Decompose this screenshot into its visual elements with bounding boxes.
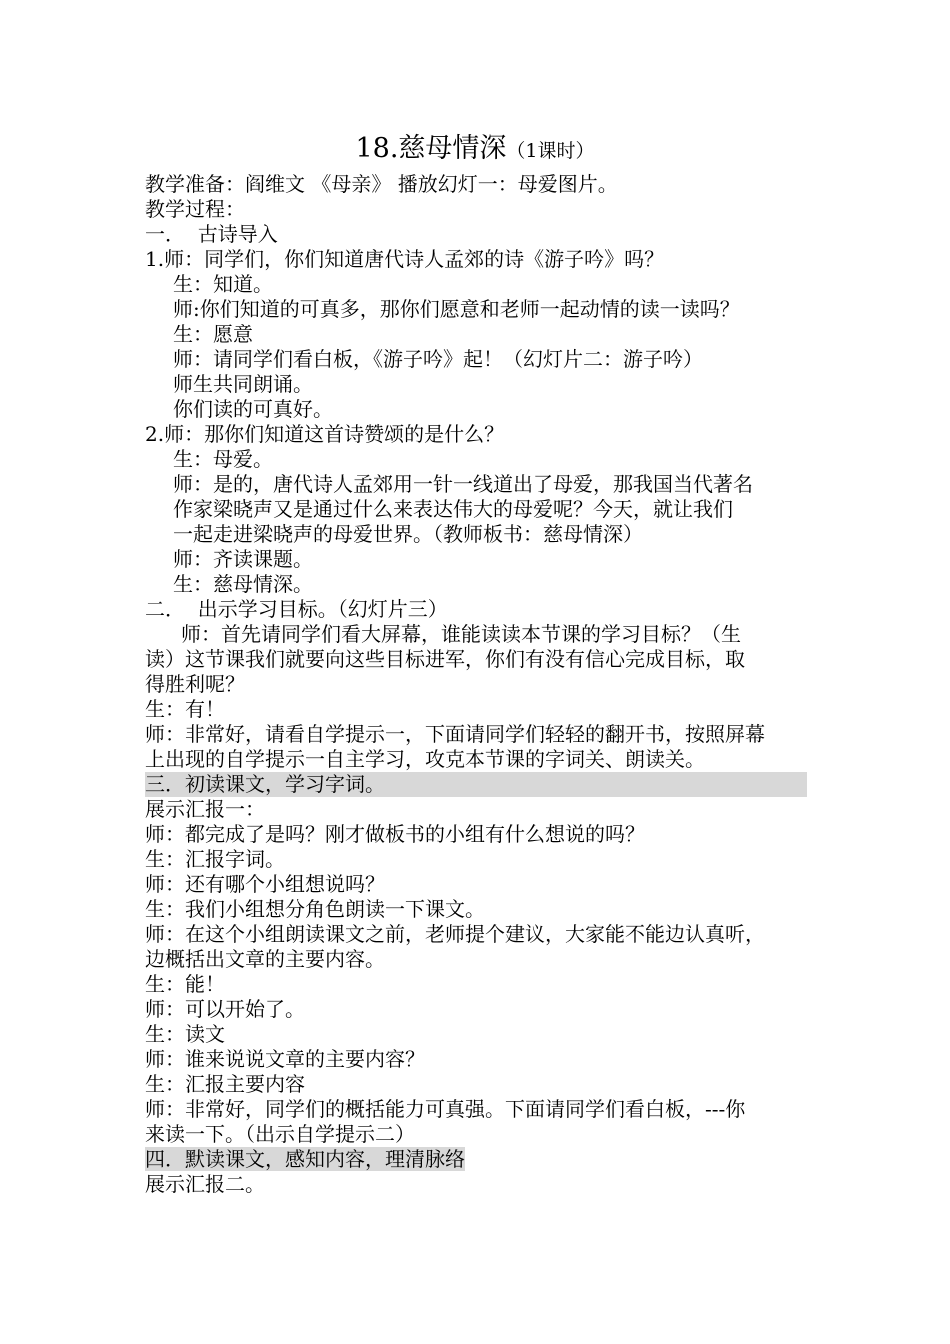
item-1: 1.师：同学们，你们知道唐代诗人孟郊的诗《游子吟》吗？ xyxy=(145,247,665,271)
dialogue-line: 师：非常好，同学们的概括能力可真强。下面请同学们看白板，---你 xyxy=(145,1097,746,1121)
paragraph-line: 师：首先请同学们看大屏幕，谁能读读本节课的学习目标？（生 xyxy=(181,622,741,646)
lesson-title-sub: （1课时） xyxy=(506,140,595,162)
dialogue-line: 生：能！ xyxy=(145,972,225,996)
teaching-preparation: 教学准备：阎维文 《母亲》 播放幻灯一：母爱图片。 xyxy=(145,172,618,196)
section-heading-1: 一． 古诗导入 xyxy=(145,222,278,246)
dialogue-line: 来读一下。（出示自学提示二） xyxy=(145,1122,415,1146)
lesson-body xyxy=(145,172,810,1197)
dialogue-line: 生：知道。 xyxy=(173,272,273,296)
dialogue-line: 生：母爱。 xyxy=(173,447,273,471)
dialogue-line: 生：汇报主要内容 xyxy=(145,1072,305,1096)
dialogue-line: 师：请同学们看白板，《游子吟》起！（幻灯片二：游子吟） xyxy=(173,347,703,371)
dialogue-line: 生：愿意 xyxy=(173,322,253,346)
dialogue-line: 师：都完成了是吗？刚才做板书的小组有什么想说的吗？ xyxy=(145,822,645,846)
dialogue-line: 生：慈母情深。 xyxy=(173,572,313,596)
dialogue-line: 师：谁来说说文章的主要内容？ xyxy=(145,1047,425,1071)
paragraph-line: 得胜利呢？ xyxy=(145,672,245,696)
lesson-title xyxy=(0,131,950,169)
teaching-process-heading: 教学过程： xyxy=(145,197,245,221)
dialogue-line: 生：读文 xyxy=(145,1022,225,1046)
dialogue-line: 师：非常好，请看自学提示一，下面请同学们轻轻的翻开书，按照屏幕 xyxy=(145,722,765,746)
dialogue-line: 师:你们知道的可真多，那你们愿意和老师一起动情的读一读吗？ xyxy=(173,297,740,321)
dialogue-line: 作家梁晓声又是通过什么来表达伟大的母爱呢？今天，就让我们 xyxy=(173,497,733,521)
dialogue-line: 师：在这个小组朗读课文之前，老师提个建议，大家能不能边认真听， xyxy=(145,922,765,946)
dialogue-line: 上出现的自学提示一自主学习，攻克本节课的字词关、朗读关。 xyxy=(145,747,705,771)
dialogue-line: 你们读的可真好。 xyxy=(173,397,333,421)
dialogue-line: 师：还有哪个小组想说吗？ xyxy=(145,872,385,896)
dialogue-line: 边概括出文章的主要内容。 xyxy=(145,947,385,971)
report-heading-2: 展示汇报二。 xyxy=(145,1172,265,1196)
paragraph-line: 读）这节课我们就要向这些目标进军，你们有没有信心完成目标，取 xyxy=(145,647,745,671)
lesson-title-main: 18.慈母情深 xyxy=(355,133,507,164)
report-heading-1: 展示汇报一： xyxy=(145,797,265,821)
dialogue-line: 生：有！ xyxy=(145,697,225,721)
dialogue-line: 生：我们小组想分角色朗读一下课文。 xyxy=(145,897,485,921)
dialogue-line: 师生共同朗诵。 xyxy=(173,372,313,396)
dialogue-line: 师：是的，唐代诗人孟郊用一针一线道出了母爱，那我国当代著名 xyxy=(173,472,753,496)
dialogue-line: 一起走进梁晓声的母爱世界。（教师板书：慈母情深） xyxy=(173,522,643,546)
item-2: 2.师：那你们知道这首诗赞颂的是什么？ xyxy=(145,422,505,446)
dialogue-line: 师：可以开始了。 xyxy=(145,997,305,1021)
dialogue-line: 生：汇报字词。 xyxy=(145,847,285,871)
section-heading-3: 三．初读课文，学习字词。 xyxy=(145,772,807,797)
section-heading-2: 二． 出示学习目标。（幻灯片三） xyxy=(145,597,448,621)
dialogue-line: 师：齐读课题。 xyxy=(173,547,313,571)
section-heading-4: 四．默读课文，感知内容，理清脉络 xyxy=(145,1147,465,1171)
